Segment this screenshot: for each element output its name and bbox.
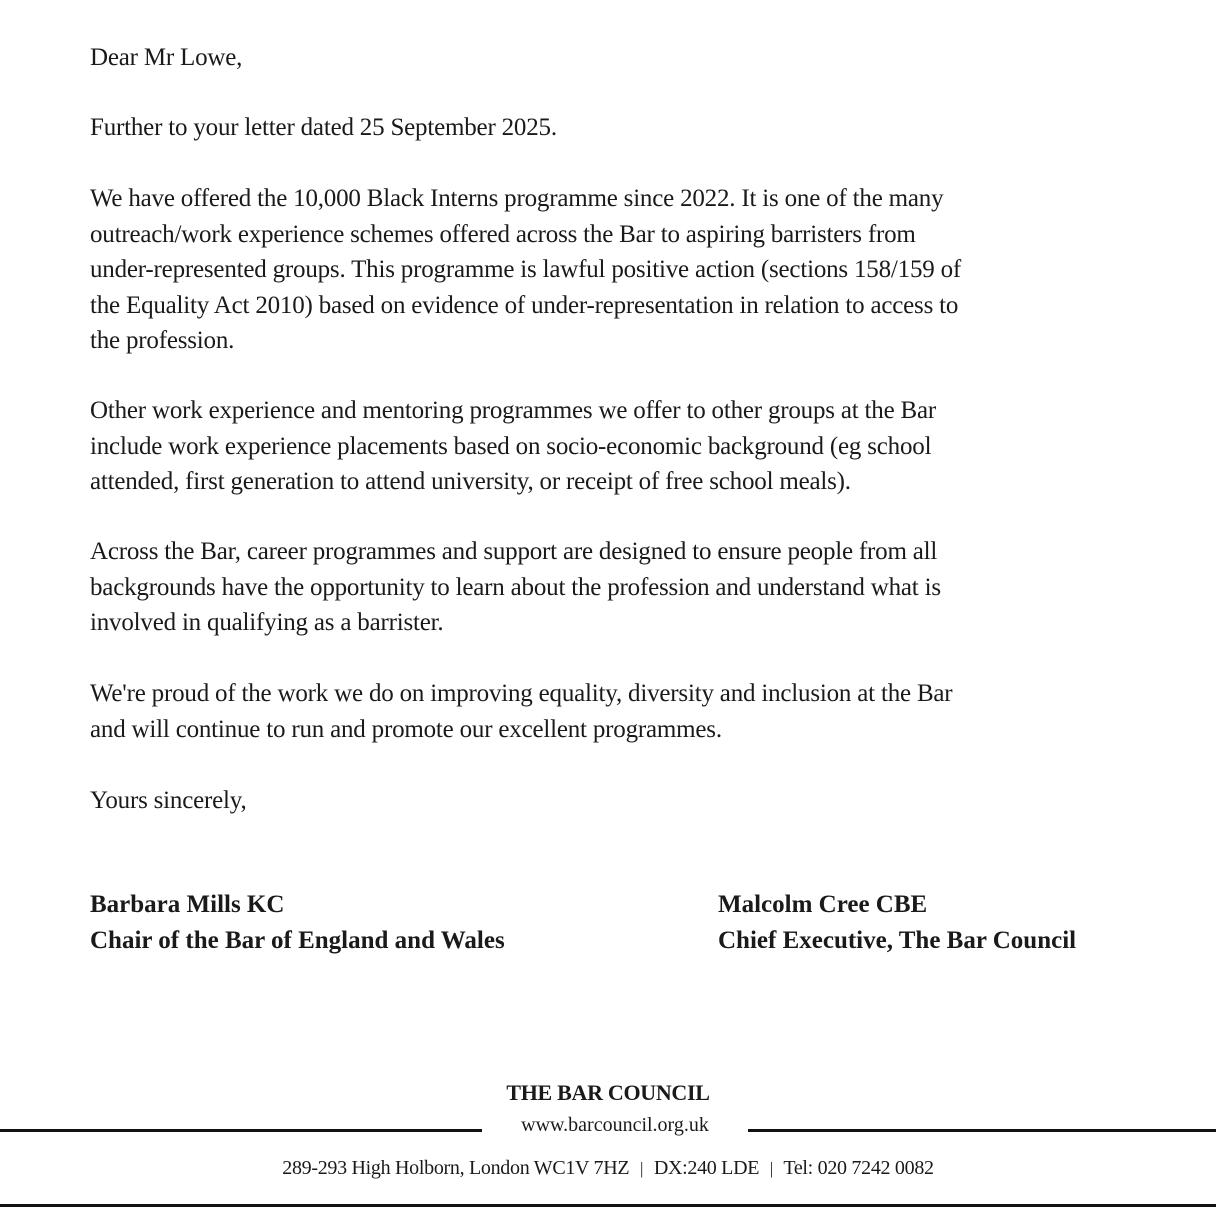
footer-separator: | [769, 1159, 773, 1178]
footer-website-row [0, 1112, 1216, 1142]
paragraph-line: the Equality Act 2010) based on evidence of under-representation in relation to access to [90, 291, 959, 319]
signatory-chair [90, 887, 505, 959]
salutation: Dear Mr Lowe, [90, 44, 243, 71]
paragraph-line: involved in qualifying as a barrister. [90, 609, 444, 636]
paragraph-line: Further to your letter dated 25 September 2025. [90, 114, 557, 141]
paragraph-line: outreach/work experience schemes offered across the Bar to aspiring barristers from [90, 220, 916, 248]
paragraph-line: include work experience placements based on socio-economic background (eg school [90, 432, 932, 460]
footer-address: 289-293 High Holborn, London WC1V 7HZ [282, 1157, 630, 1179]
paragraph-line: under-represented groups. This programme is lawful positive action (sections 158/159 of [90, 256, 962, 283]
footer-dx: DX:240 LDE [653, 1157, 760, 1179]
footer-website-link[interactable]: www.barcouncil.org.uk [521, 1114, 709, 1136]
footer-divider-left [0, 1129, 482, 1132]
paragraph-line: and will continue to run and promote our excellent programmes. [90, 715, 722, 743]
footer-bottom-divider [0, 1204, 1216, 1207]
paragraph-line: Other work experience and mentoring programmes we offer to other groups at the Bar [90, 397, 937, 424]
signatory-chief-executive [718, 887, 1076, 959]
footer-organisation: THE BAR COUNCIL [506, 1080, 710, 1105]
footer-contact [0, 1157, 1216, 1180]
paragraph-line: attended, first generation to attend university, or receipt of free school meals). [90, 468, 851, 495]
paragraph-line: Across the Bar, career programmes and support are designed to ensure people from all [90, 538, 938, 565]
signatory-name: Barbara Mills KC [90, 891, 285, 918]
paragraph-line: the profession. [90, 327, 235, 354]
closing: Yours sincerely, [90, 787, 247, 814]
signatory-name: Malcolm Cree CBE [718, 891, 928, 918]
paragraph-programme [90, 181, 961, 359]
footer-tel: Tel: 020 7242 0082 [783, 1157, 934, 1179]
paragraph-line: We have offered the 10,000 Black Interns programme since 2022. It is one of the many [90, 185, 944, 212]
signatory-title: Chief Executive, The Bar Council [718, 927, 1077, 954]
paragraph-line: We're proud of the work we do on improving equality, diversity and inclusion at the Bar [90, 680, 953, 707]
paragraph-reference [90, 110, 557, 146]
footer-divider-right [748, 1129, 1216, 1132]
paragraph-other-programmes [90, 393, 936, 500]
paragraph-proud [90, 676, 952, 747]
footer-separator: | [640, 1159, 644, 1178]
paragraph-career-programmes [90, 534, 941, 641]
signatory-title: Chair of the Bar of England and Wales [90, 927, 505, 954]
paragraph-line: backgrounds have the opportunity to learn about the profession and understand what is [90, 573, 941, 601]
